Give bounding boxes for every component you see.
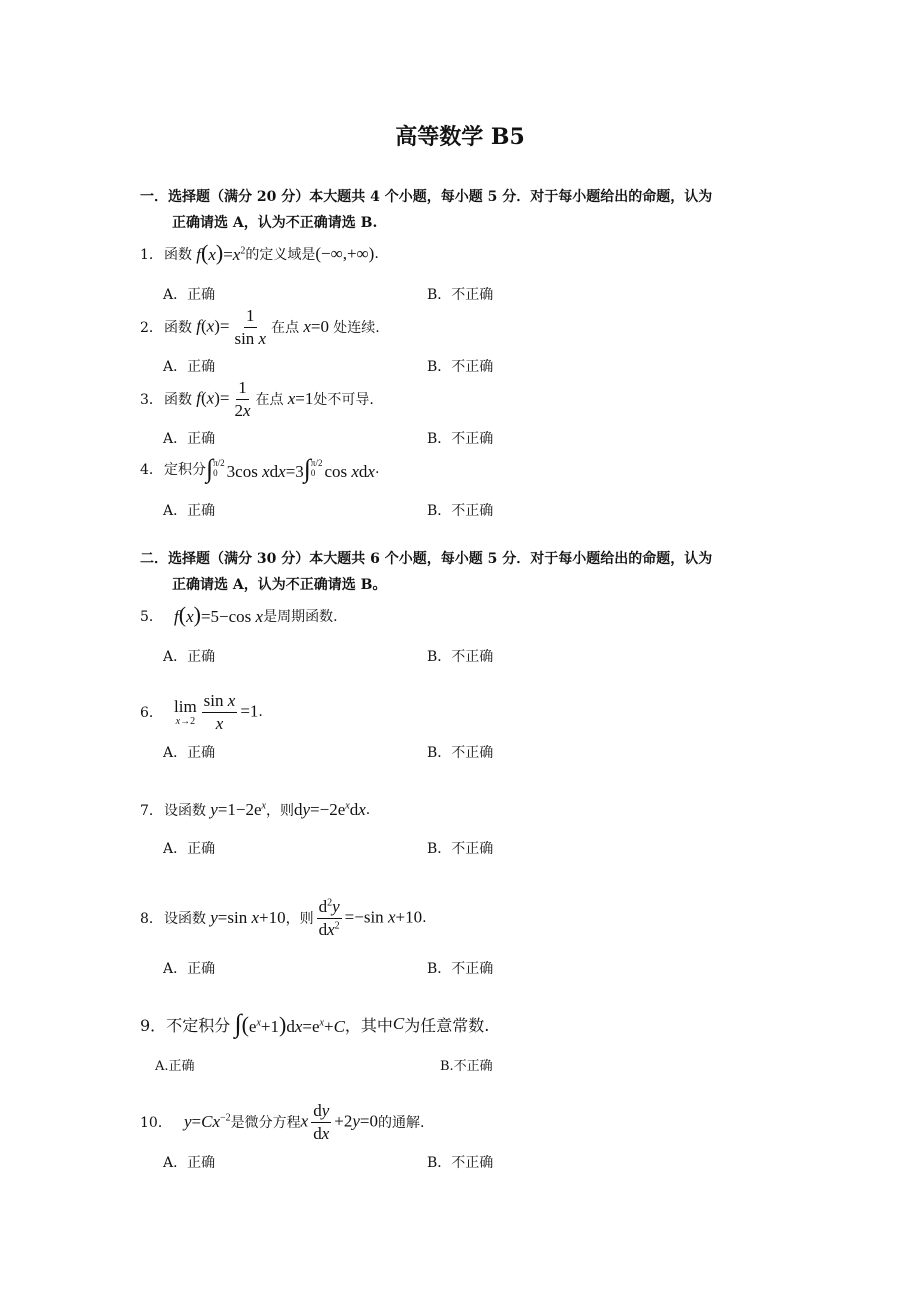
question-4: 4． 定积分 ∫ π/2 0 3cos xdx=3 ∫ π/2 0 cos xdx . bbox=[140, 454, 380, 483]
question-6: 6． lim x→2 $\frac{\text{sin x}}{x}$ =1 . bbox=[140, 691, 263, 733]
formula: $dy=-2e^xdx$ bbox=[293, 800, 366, 819]
option-a[interactable]: A．正确 bbox=[163, 745, 216, 761]
question-number: 9． bbox=[140, 1015, 167, 1035]
option-b[interactable]: B．不正确 bbox=[427, 431, 494, 447]
option-a[interactable]: A．正确 bbox=[163, 1155, 216, 1171]
section-1-line2: 正确请选 A，认为不正确请选 B. bbox=[172, 215, 378, 231]
option-b[interactable]: B．不正确 bbox=[427, 961, 494, 977]
formula: f(x)= $\frac{1}{\text{sin x}}$ bbox=[196, 306, 267, 348]
formula: $y=1-2e^x$ bbox=[210, 800, 266, 819]
question-3: 3． 函数 f(x)= $\frac{1}{2x}$ 在点 x=1 处不可导. bbox=[140, 378, 374, 420]
page-title: 高等数学 B5 bbox=[395, 124, 525, 150]
formula: lim x→2 $\frac{\text{sin x}}{x}$ =1 bbox=[174, 691, 259, 733]
option-a[interactable]: A．正确 bbox=[163, 841, 216, 857]
option-b[interactable]: B．不正确 bbox=[427, 359, 494, 375]
question-number: 8． bbox=[140, 911, 163, 928]
option-b[interactable]: B．不正确 bbox=[427, 649, 494, 665]
question-2: 2． 函数 f(x)= $\frac{1}{\text{sin x}}$ 在点 x=0 处连续. bbox=[140, 306, 380, 348]
formula: ∫ π/2 0 3cos xdx=3 ∫ π/2 0 cos xdx bbox=[206, 454, 375, 483]
question-7: 7． 设函数 $y=1-2e^x$ ，则 $dy=-2e^xdx$ . bbox=[140, 800, 371, 819]
option-a[interactable]: A.正确 bbox=[155, 1059, 195, 1074]
formula: ∫ $(e^x+1)dx=e^x+C$ bbox=[234, 1009, 345, 1038]
question-number: 6． bbox=[140, 705, 163, 722]
question-1: 1． 函数 $f(x)=x^2$ 的定义域是 (−∞,+∞) . bbox=[140, 240, 379, 265]
option-a[interactable]: A．正确 bbox=[163, 359, 216, 375]
option-b[interactable]: B．不正确 bbox=[427, 841, 494, 857]
option-b[interactable]: B．不正确 bbox=[427, 1155, 494, 1171]
question-number: 10． bbox=[140, 1115, 172, 1132]
option-b[interactable]: B．不正确 bbox=[427, 287, 494, 303]
option-a[interactable]: A．正确 bbox=[163, 961, 216, 977]
formula: f(x)= $\frac{1}{2x}$ bbox=[196, 378, 251, 420]
section-1-heading bbox=[140, 184, 712, 236]
formula: x $\frac{dy}{dx}$ +2y=0 bbox=[300, 1101, 378, 1143]
formula: x=1 bbox=[287, 389, 314, 409]
question-8: 8． 设函数 y=sin x+10 ，则 $\frac{d^2y}{dx^2}$ =−sin x+10 . bbox=[140, 897, 427, 939]
question-number: 3． bbox=[140, 392, 163, 409]
question-number: 1． bbox=[140, 246, 163, 263]
formula: (−∞,+∞) bbox=[315, 243, 375, 263]
question-number: 5． bbox=[140, 608, 163, 625]
formula: x=0 bbox=[303, 317, 334, 337]
option-a[interactable]: A．正确 bbox=[163, 649, 216, 665]
question-10: 10． $y=Cx^{-2}$ 是微分方程 x $\frac{dy}{dx}$ +2y=0 的通解. bbox=[140, 1101, 425, 1143]
option-a[interactable]: A．正确 bbox=[163, 503, 216, 519]
option-b[interactable]: B.不正确 bbox=[440, 1059, 493, 1074]
section-1-line1: 一．选择题（满分 20 分）本大题共 4 个小题，每小题 5 分．对于每小题给出的命题，认为 bbox=[140, 189, 713, 205]
formula: $y=Cx^{-2}$ bbox=[184, 1112, 231, 1132]
option-a[interactable]: A．正确 bbox=[163, 287, 216, 303]
section-2-line1: 二．选择题（满分 30 分）本大题共 6 个小题，每小题 5 分．对于每小题给出的命题，认为 bbox=[140, 551, 713, 567]
question-9: 9． 不定积分 ∫ $(e^x+1)dx=e^x+C$ ，其中 C 为任意常数. bbox=[140, 1009, 490, 1038]
question-5: 5． f(x)=5−cos x 是周期函数. bbox=[140, 602, 338, 627]
option-b[interactable]: B．不正确 bbox=[427, 503, 494, 519]
option-b[interactable]: B．不正确 bbox=[427, 745, 494, 761]
section-2-line2: 正确请选 A，认为不正确请选 B。 bbox=[172, 577, 387, 593]
formula: y=sin x+10 bbox=[210, 908, 286, 928]
formula: $f(x)=x^2$ bbox=[196, 240, 246, 265]
question-number: 2． bbox=[140, 320, 163, 337]
question-number: 7． bbox=[140, 803, 163, 819]
formula: C bbox=[392, 1014, 405, 1033]
formula: $\frac{d^2y}{dx^2}$ =−sin x+10 bbox=[318, 897, 423, 939]
section-2-heading bbox=[140, 546, 712, 598]
question-number: 4． bbox=[140, 462, 163, 478]
formula: f(x)=5−cos x bbox=[174, 602, 264, 627]
option-a[interactable]: A．正确 bbox=[163, 431, 216, 447]
